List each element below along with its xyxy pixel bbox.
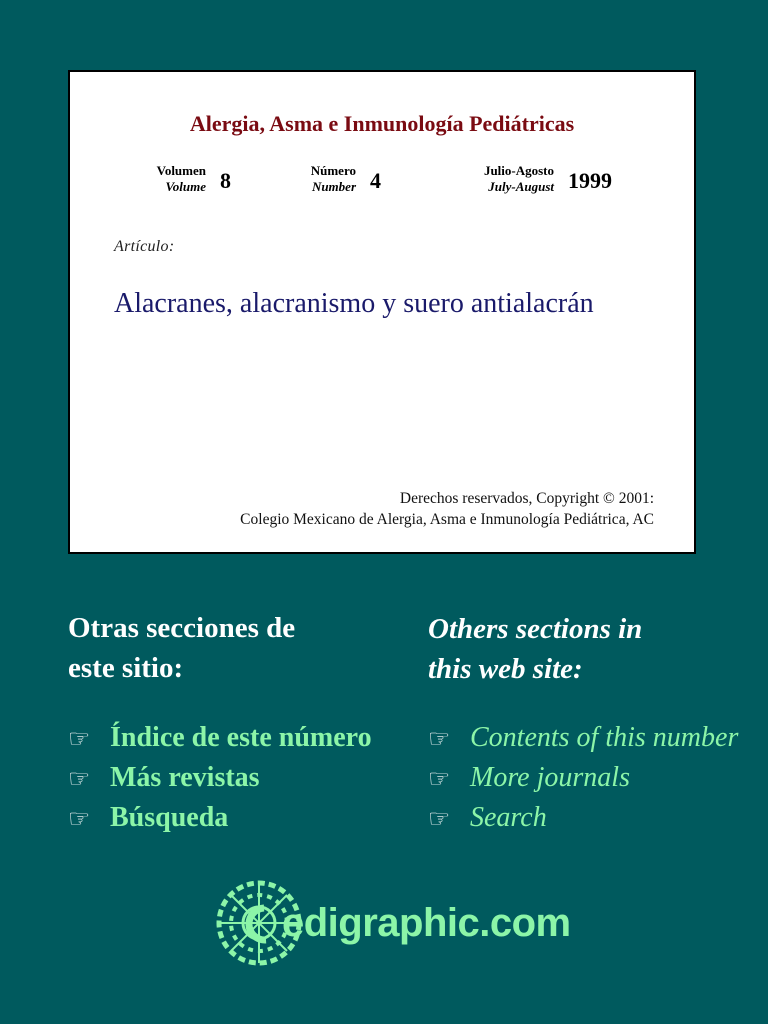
sections-heading-en-line2: this web site: [428,653,583,685]
links-es [68,718,372,838]
pointing-hand-icon: ☞ [428,803,451,833]
sections-heading-es-line2: este sitio: [68,652,184,684]
link-search-label[interactable]: Search [470,802,547,833]
pointing-hand-icon: ☞ [68,723,91,753]
sections-heading-en-line1: Others sections in [428,613,643,645]
link-mas-revistas-label[interactable]: Más revistas [110,762,260,793]
sections-heading-en [428,609,642,689]
number-label-en: Number [311,179,356,194]
link-busqueda[interactable] [68,798,372,838]
period-label [430,163,554,195]
pointing-hand-icon: ☞ [68,763,91,793]
link-search[interactable] [428,798,738,838]
sections-heading-es [68,608,295,688]
link-more-journals-label[interactable]: More journals [470,762,630,793]
article-label: Artículo: [114,238,175,255]
volume-label-en: Volume [165,179,206,194]
brand-text[interactable]: edigraphic.com [282,901,571,945]
link-more-journals[interactable] [428,758,738,798]
number-value: 4 [370,168,381,193]
link-mas-revistas[interactable] [68,758,372,798]
period-label-es: Julio-Agosto [483,163,554,178]
journal-title: Alergia, Asma e Inmunología Pediátricas [189,111,575,136]
article-card [68,70,696,554]
period-label-en: July-August [488,179,554,194]
pointing-hand-icon: ☞ [68,803,91,833]
copyright-line1: Derechos reservados, Copyright © 2001: [399,490,654,507]
pointing-hand-icon: ☞ [428,763,451,793]
link-contents-label[interactable]: Contents of this number [470,722,739,753]
year-value: 1999 [568,168,612,193]
volume-label [110,163,206,195]
links-en [428,718,738,838]
volume-value: 8 [220,168,231,193]
link-indice[interactable] [68,718,372,758]
number-label [260,163,356,195]
link-contents[interactable] [428,718,738,758]
copyright-line2: Colegio Mexicano de Alergia, Asma e Inmunología Pediátrica, AC [240,511,654,528]
pointing-hand-icon: ☞ [428,723,451,753]
link-busqueda-label[interactable]: Búsqueda [110,802,229,833]
copyright [240,488,654,530]
volume-label-es: Volumen [156,163,206,178]
link-indice-label[interactable]: Índice de este número [110,722,372,753]
number-label-es: Número [310,163,356,178]
article-title: Alacranes, alacranismo y suero antialacrán [114,288,594,319]
sections-heading-es-line1: Otras secciones de [68,612,296,644]
